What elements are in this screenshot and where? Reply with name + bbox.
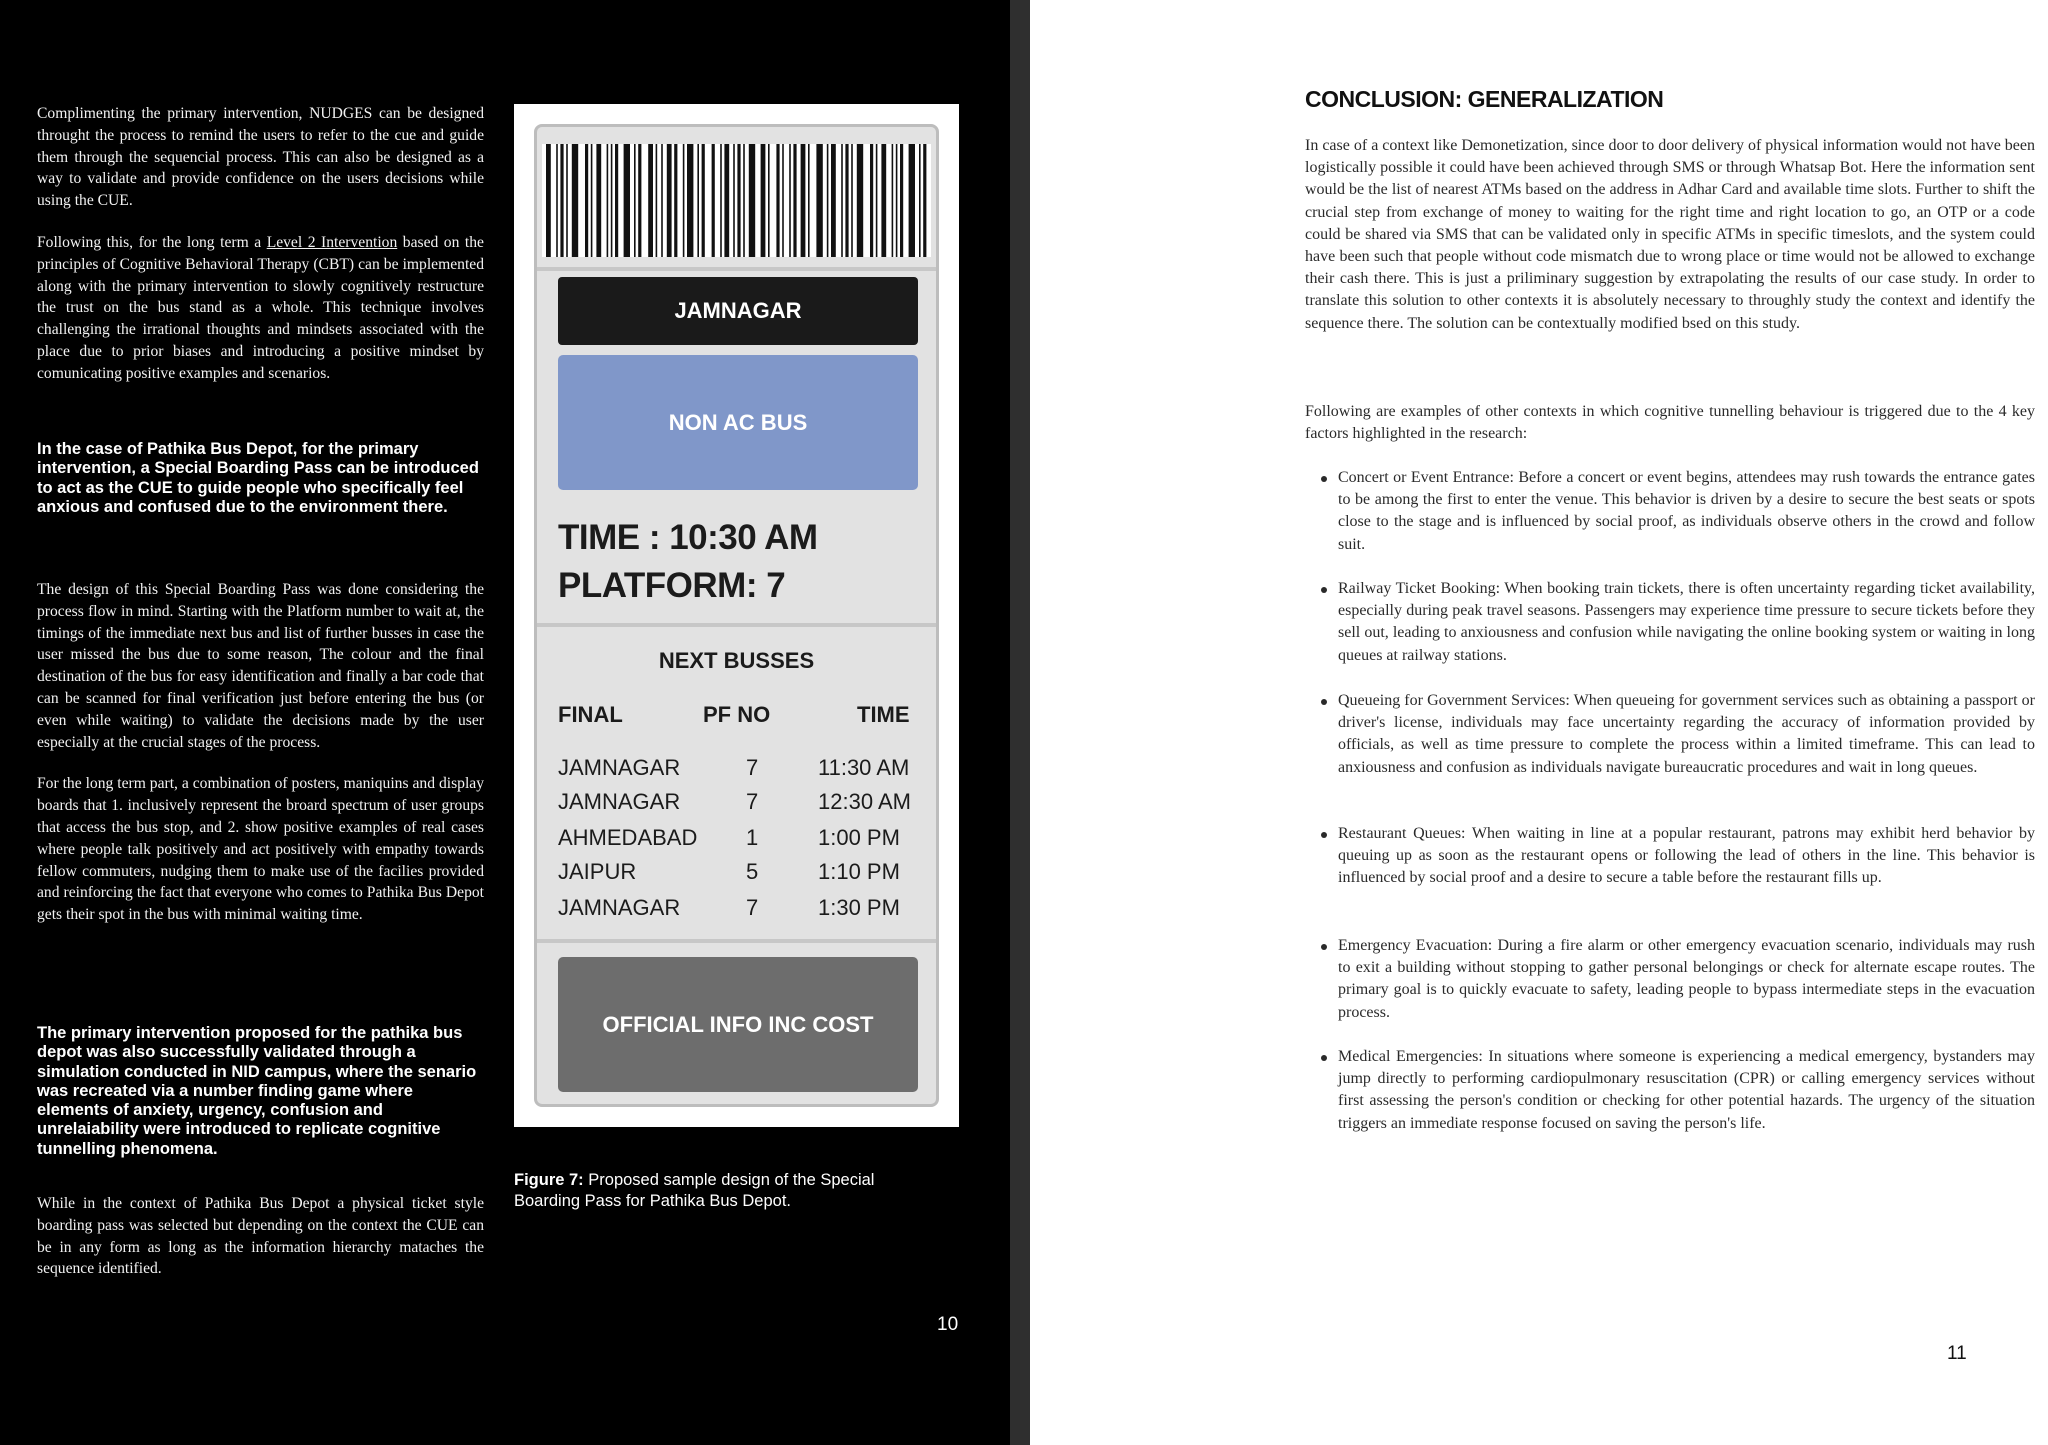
barcode-bar	[648, 144, 653, 257]
barcode-bar	[596, 144, 601, 257]
barcode-bar	[634, 144, 636, 257]
primary-intervention-highlight: In the case of Pathika Bus Depot, for the primary intervention, a Special Boarding Pass can be introduced to act as the CUE to guide people who specifically feel anxious and confused due to the environment there.	[37, 440, 479, 516]
barcode-bar	[827, 144, 829, 257]
barcode-bar	[857, 144, 863, 257]
barcode-bar	[896, 144, 898, 257]
barcode-bar	[656, 144, 658, 257]
barcode-bar	[607, 144, 609, 257]
barcode-bar	[789, 144, 791, 257]
row-pf: 7	[746, 895, 759, 920]
barcode-bar	[560, 144, 563, 257]
bullet-dot	[1321, 476, 1327, 482]
bullet-text: Queueing for Government Services: When queueing for government services such as obtaining a passport or driver's license, individuals may face uncertainty regarding the accuracy of information provided by officials, as well as time pressure to complete the process within a limited timeframe. This can lead to anxiousness and confusion as individuals navigate bureaucratic procedures and wait in long queues.	[1338, 692, 2035, 776]
section-divider	[537, 623, 936, 627]
row-final: JAMNAGAR	[558, 895, 681, 920]
barcode-bar	[638, 144, 641, 257]
intro-paragraph-block	[37, 103, 484, 405]
barcode-bar	[923, 144, 926, 257]
barcode-bar	[546, 144, 551, 257]
barcode-bar	[566, 144, 568, 257]
examples-intro-paragraph: Following are examples of other contexts in which cognitive tunnelling behaviour is triggered due to the 4 key factors highlighted in the research:	[1305, 403, 2035, 443]
barcode-bar	[808, 144, 810, 257]
row-pf: 1	[746, 825, 759, 850]
row-time: 1:30 PM	[818, 895, 900, 920]
bus-type-banner: NON AC BUS	[558, 355, 918, 490]
list-item	[1305, 467, 2035, 556]
table-row	[558, 859, 918, 893]
barcode-bar	[720, 144, 722, 257]
page-title: CONCLUSION: GENERALIZATION	[1305, 86, 1664, 112]
column-header-pf: PF NO	[703, 702, 771, 727]
row-pf: 5	[746, 859, 759, 884]
barcode-bar	[737, 144, 740, 257]
next-busses-title: NEXT BUSSES	[658, 648, 815, 673]
barcode-bar	[801, 144, 806, 257]
barcode-bar	[724, 144, 729, 257]
list-item	[1305, 578, 2035, 667]
destination-banner: JAMNAGAR	[558, 277, 918, 345]
row-time: 1:00 PM	[818, 825, 900, 850]
barcode-bar	[776, 144, 779, 257]
row-final: JAIPUR	[558, 859, 637, 884]
bullet-dot	[1321, 699, 1327, 705]
row-time: 11:30 AM	[818, 755, 910, 780]
bullet-dot	[1321, 1055, 1327, 1061]
barcode-bar	[749, 144, 755, 257]
barcode-bar	[919, 144, 921, 257]
barcode-bar	[687, 144, 693, 257]
demonetization-paragraph: In case of a context like Demonetization, since door to door delivery of physical information would not have been logistically possible it could have been achieved through SMS or through Whatsap Bot. Here the information sent would be the list of nearest ATMs based on the address in Adhar Card and available time slots. Further to shift the crucial step from exchange of money to waiting for the right time and right location to go, an OTP or a code could be shared via SMS that can be validated only in specific ATMs in specific timeslots, and the system could have been such that people without code mismatch due to wrong place or time would not be allowed to exchange their cash there. This is just a priliminary suggestion by extrapolating the results of our case study. In order to translate this solution to other contexts it is absolutely necessary to throughly study the context and identify the sequence there. The solution can be contextually modified bsed on this study.	[1305, 137, 2035, 332]
boarding-pass-figure	[514, 104, 959, 1127]
barcode-bar	[876, 144, 878, 257]
barcode-bar	[831, 144, 836, 257]
barcode-bar	[683, 144, 685, 257]
table-row	[558, 755, 918, 789]
bullet-text: Emergency Evacuation: During a fire alarm or other emergency evacuation scenario, individuals may rush to exit a building without stopping to gather personal belongings or check for alternate escape routes. The primary goal is to quickly evacuate to safety, leading people to bypass intermediate steps in the evacuation process.	[1338, 937, 2035, 1021]
barcode-bar	[892, 144, 894, 257]
list-item	[1305, 690, 2035, 779]
nudges-paragraph: Complimenting the primary intervention, NUDGES can be designed throught the process to remind the users to refer to the cue and guide them through the sequencial process. This can also be designed as a way to validate and provide confidence on the users decisions while using the CUE.	[37, 105, 484, 210]
barcode-bar	[556, 144, 558, 257]
barcode	[542, 144, 931, 257]
barcode-bar	[585, 144, 588, 257]
barcode-bar	[667, 144, 672, 257]
barcode-bar	[768, 144, 770, 257]
departure-time: TIME : 10:30 AM	[558, 518, 818, 557]
long-term-paragraph: For the long term part, a combination of posters, maniquins and display boards that 1. inclusively represent the broard spectrum of user groups that access the bus stop, and 2. show positive examples of real cases where people talk positively and act positively with empathy towards fellow commuters, nudging them to make use of the facilies provided and reinforcing the fact that everyone who comes to Pathika Bus Depot gets their spot in the bus with minimal waiting time.	[37, 775, 484, 924]
level2-text-after: based on the principles of Cognitive Behavioral Therapy (CBT) can be implemented along with the primary intervention to slowly cognitively restructure the trust on the bus stand as a whole. This technique involves challenging the irrational thoughts and mindsets associated with the place due to prior biases and introducing a positive mindset by comunicating positive examples and scenarios.	[37, 233, 484, 382]
table-row	[558, 825, 918, 859]
row-final: JAMNAGAR	[558, 789, 681, 814]
row-final: AHMEDABAD	[558, 825, 698, 850]
section-divider	[537, 939, 936, 943]
barcode-bar	[743, 144, 745, 257]
level2-paragraph	[37, 232, 484, 385]
bullet-dot	[1321, 944, 1327, 950]
context-paragraph: While in the context of Pathika Bus Depot a physical ticket style boarding pass was selected but depending on the context the CUE can be in any form as long as the information hierarchy mataches the sequence identified.	[37, 1195, 484, 1278]
bullet-dot	[1321, 832, 1327, 838]
barcode-bar	[851, 144, 853, 257]
boarding-pass	[534, 124, 939, 1107]
row-pf: 7	[746, 789, 759, 814]
validation-highlight: The primary intervention proposed for the pathika bus depot was also successfully validated through a simulation conducted in NID campus, where the senario was recreated via a number finding game where elements of anxiety, urgency, confusion and unrelaiability were introduced to replicate cognitive tunnelling phenomena.	[37, 1024, 477, 1158]
row-pf: 7	[746, 755, 759, 780]
barcode-bar	[841, 144, 843, 257]
cost-banner: OFFICIAL INFO INC COST	[558, 957, 918, 1092]
bullet-text: Concert or Event Entrance: Before a concert or event begins, attendees may rush towards the entrance gates to be among the first to enter the venue. This behavior is driven by a desire to secure the best seats or spots close to the stage and is influenced by social proof, as individuals observe others in the crowd and follow suit.	[1338, 469, 2035, 553]
page-number: 11	[1947, 1343, 1967, 1364]
barcode-bar	[712, 144, 715, 257]
table-row	[558, 895, 918, 929]
bullet-text: Medical Emergencies: In situations where someone is experiencing a medical emergency, bystanders may jump directly to performing cardiopulmonary resuscitation (CPR) or calling emergency services without first assessing the person's condition or checking for other potential hazards. The urgency of the situation triggers an immediate response focused on saving the person's life.	[1338, 1048, 2035, 1132]
left-page	[0, 0, 1010, 1445]
barcode-bar	[591, 144, 593, 257]
list-item	[1305, 823, 2035, 890]
page-number: 10	[937, 1314, 959, 1335]
page-gutter	[1010, 0, 1030, 1445]
bullet-text: Railway Ticket Booking: When booking train tickets, there is often uncertainty regarding ticket availability, especially during peak travel seasons. Passengers may experience time pressure to secure tickets before they sell out, leading to anxiousness and confusion while navigating the online booking system or waiting in long queues at railway stations.	[1338, 580, 2035, 664]
barcode-bar	[615, 144, 618, 257]
barcode-bar	[761, 144, 766, 257]
barcode-bar	[661, 144, 663, 257]
level2-intervention-link[interactable]: Level 2 Intervention	[266, 233, 398, 251]
bullet-text: Restaurant Queues: When waiting in line at a popular restaurant, patrons may exhibit herd behavior by queuing up as soon as the restaurant opens or following the lead of others in the line. This behavior is influenced by social proof and a desire to secure a table before the restaurant fills up.	[1338, 825, 2035, 887]
boarding-pass-design-paragraph: The design of this Special Boarding Pass was done considering the process flow in mind. Starting with the Platform number to wait at, the timings of the immediate next bus and list of further busses in case the user missed the bus due to some reason, The colour and the final destination of the bus for easy identification and finally a bar code that can be scanned for final verification just before entering the bus (or even while waiting) to validate the decisions made by the user especially at the crucial stages of the process.	[37, 581, 484, 751]
barcode-bar	[793, 144, 796, 257]
column-header-final: FINAL	[558, 702, 623, 727]
barcode-bar	[611, 144, 613, 257]
barcode-bar	[870, 144, 873, 257]
figure-caption	[514, 1170, 934, 1211]
barcode-bar	[900, 144, 903, 257]
barcode-divider	[537, 267, 936, 271]
row-time: 12:30 AM	[818, 789, 911, 814]
table-row	[558, 789, 918, 823]
barcode-bar	[733, 144, 735, 257]
right-page	[1030, 0, 2048, 1445]
barcode-bar	[702, 144, 705, 257]
barcode-bar	[697, 144, 699, 257]
list-item	[1305, 1046, 2035, 1135]
barcode-bar	[782, 144, 784, 257]
barcode-bar	[674, 144, 677, 257]
row-final: JAMNAGAR	[558, 755, 681, 780]
barcode-bar	[816, 144, 822, 257]
platform-number: PLATFORM: 7	[558, 566, 786, 605]
barcode-bar	[624, 144, 630, 257]
barcode-bar	[881, 144, 886, 257]
figure-caption-label: Figure 7:	[514, 1171, 584, 1189]
list-item	[1305, 935, 2035, 1024]
barcode-bar	[909, 144, 915, 257]
bullet-dot	[1321, 587, 1327, 593]
barcode-bar	[572, 144, 578, 257]
barcode-bar	[845, 144, 848, 257]
figure-caption-text: Proposed sample design of the Special Boarding Pass for Pathika Bus Depot.	[514, 1171, 875, 1210]
column-header-time: TIME	[857, 702, 910, 727]
level2-text-before: Following this, for the long term a	[37, 233, 267, 251]
design-paragraph-block	[37, 579, 484, 946]
row-time: 1:10 PM	[818, 859, 900, 884]
